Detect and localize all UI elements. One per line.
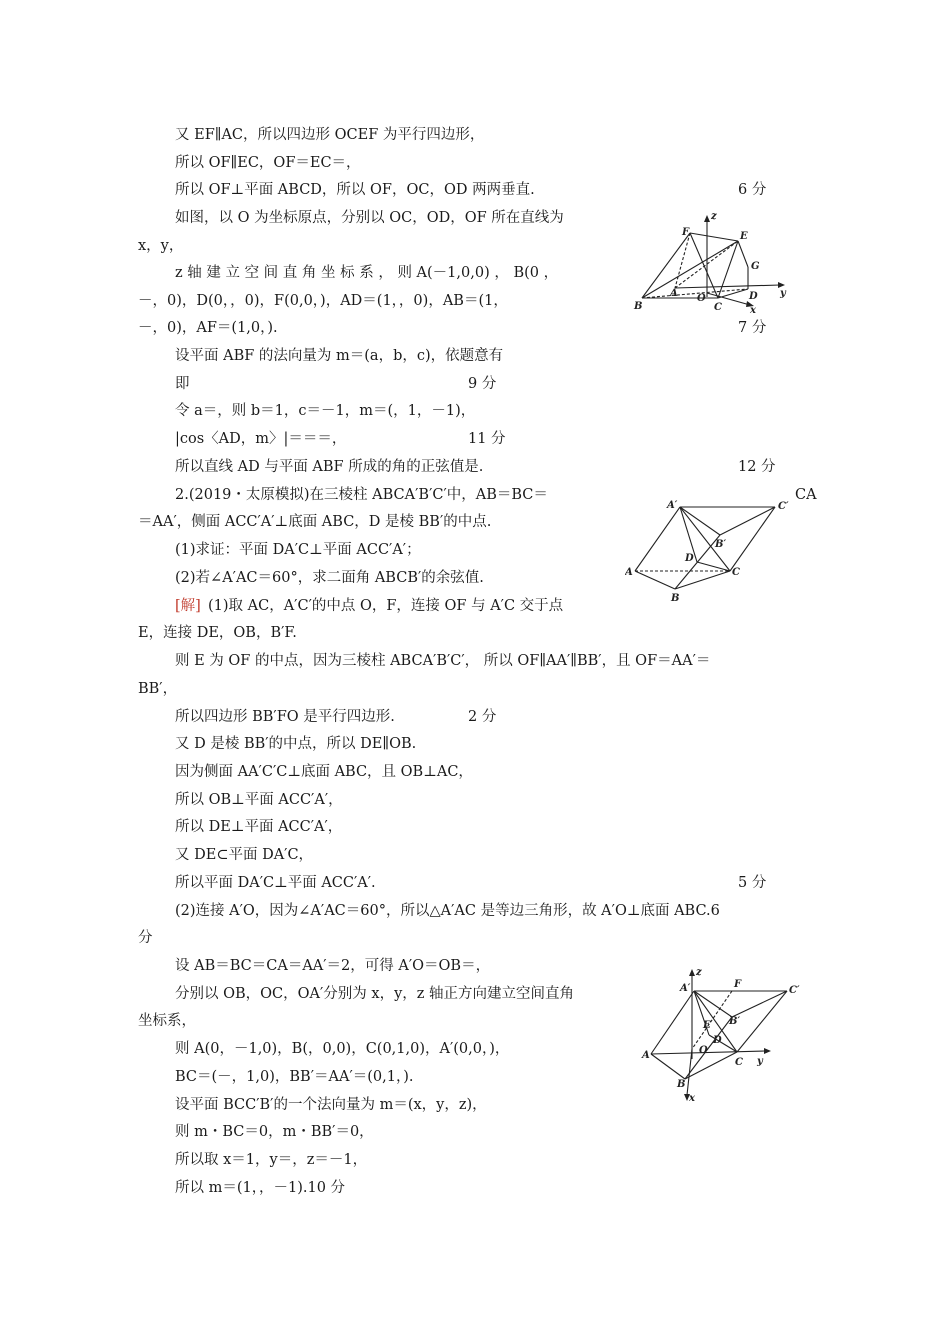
y-axis bbox=[651, 1051, 765, 1054]
problem-heading: 2.(2019・太原模拟)在三棱柱 ABCA′B′C′中，AB＝BC＝ bbox=[175, 487, 548, 503]
label-y: y bbox=[780, 288, 786, 299]
score-mark: 5 分 bbox=[738, 875, 767, 891]
text-line: －，0)，D(0，，0)，F(0,0，)，AD＝(1，，0)，AB＝(1， bbox=[138, 293, 508, 309]
label-A: A bbox=[670, 288, 678, 299]
label-D: D bbox=[713, 1035, 722, 1046]
label-E: E bbox=[740, 231, 748, 242]
text-line: 又 DE⊂平面 DA′C， bbox=[175, 847, 314, 863]
edge-FA bbox=[675, 233, 690, 288]
text-line: 则 E 为 OF 的中点，因为三棱柱 ABCA′B′C′， 所以 OF∥AA′∥BB′，且 OF＝AA′＝ bbox=[175, 653, 711, 669]
score-mark: 12 分 bbox=[738, 459, 776, 475]
prism-axes-figure bbox=[637, 965, 827, 1105]
prism-figure bbox=[625, 495, 800, 605]
edge-FC bbox=[690, 233, 718, 298]
text-line: 所以四边形 BB′FO 是平行四边形. bbox=[175, 709, 395, 725]
label-x: x bbox=[750, 305, 756, 315]
pyramid-figure bbox=[630, 205, 795, 315]
label-C: C bbox=[714, 302, 722, 313]
edge-AB bbox=[635, 571, 675, 589]
label-F: F bbox=[734, 979, 742, 990]
edge-A1B1 bbox=[694, 991, 732, 1017]
text-line: 设 AB＝BC＝CA＝AA′＝2，可得 A′O＝OB＝， bbox=[175, 958, 491, 974]
label-A1: A′ bbox=[667, 500, 678, 511]
text-line: E，连接 DE，OB，B′F. bbox=[138, 625, 297, 641]
z-arrowhead bbox=[689, 969, 695, 976]
label-D: D bbox=[749, 291, 758, 302]
text-line: 所以平面 DA′C⊥平面 ACC′A′. bbox=[175, 875, 376, 891]
label-G: G bbox=[751, 261, 760, 272]
score-mark: 2 分 bbox=[468, 709, 497, 725]
text-line: 分 bbox=[138, 930, 153, 946]
label-A: A bbox=[642, 1050, 650, 1061]
edge-BC bbox=[675, 571, 730, 589]
score-mark: 6 分 bbox=[738, 182, 767, 198]
label-O: O bbox=[697, 293, 706, 304]
label-x: x bbox=[689, 1093, 695, 1104]
label-C: C bbox=[735, 1057, 743, 1068]
label-B: B bbox=[671, 593, 680, 604]
label-B1: B′ bbox=[715, 539, 727, 550]
x-axis bbox=[687, 1049, 692, 1095]
edge-B1C1 bbox=[720, 507, 775, 535]
text-line: 所以直线 AD 与平面 ABF 所成的角的正弦值是. bbox=[175, 459, 484, 475]
text-line: (1)求证：平面 DA′C⊥平面 ACC′A′； bbox=[175, 542, 421, 558]
text-line: |cos〈AD，m〉|＝＝＝， bbox=[175, 431, 347, 447]
label-F: F bbox=[682, 227, 690, 238]
label-y: y bbox=[757, 1056, 763, 1067]
edge-EC bbox=[718, 241, 738, 298]
text-line: 所以 OF∥EC，OF＝EC＝， bbox=[175, 155, 361, 171]
text-line: 所以 OB⊥平面 ACC′A′， bbox=[175, 792, 343, 808]
text-line: 因为侧面 AA′C′C⊥底面 ABC，且 OB⊥AC， bbox=[175, 764, 473, 780]
text-line: 设平面 ABF 的法向量为 m＝(a，b，c)，依题意有 bbox=[175, 348, 504, 364]
text-line: z 轴 建 立 空 间 直 角 坐 标 系 ， 则 A(－1,0,0) ， B(0 ， bbox=[175, 265, 559, 281]
score-mark: 11 分 bbox=[468, 431, 506, 447]
label-O: O bbox=[699, 1045, 708, 1056]
text-line: 令 a＝，则 b＝1，c＝－1，m＝(，1，－1)， bbox=[175, 403, 476, 419]
edge-DC bbox=[697, 562, 730, 571]
text-line: －，0)，AF＝(1,0，). bbox=[138, 320, 278, 336]
text-line: 又 EF∥AC，所以四边形 OCEF 为平行四边形， bbox=[175, 127, 485, 143]
label-C: C bbox=[732, 567, 740, 578]
edge-AA1 bbox=[635, 507, 680, 571]
score-mark: 9 分 bbox=[468, 376, 497, 392]
text-line: 所以 DE⊥平面 ACC′A′， bbox=[175, 819, 343, 835]
label-A1: A′ bbox=[680, 983, 691, 994]
text-line: 坐标系， bbox=[138, 1013, 196, 1029]
text-line: 则 A(0，－1,0)，B(，0,0)，C(0,1,0)，A′(0,0，)， bbox=[175, 1041, 510, 1057]
label-B: B bbox=[677, 1079, 686, 1090]
edge-B1C1 bbox=[732, 991, 787, 1017]
text-line: (2)连接 A′O，因为∠A′AC＝60°，所以△A′AC 是等边三角形，故 A′O⊥底面 ABC.6 bbox=[175, 903, 720, 919]
text-line: (1)取 AC，A′C′的中点 O，F，连接 OF 与 A′C 交于点 bbox=[208, 598, 564, 614]
label-z: z bbox=[711, 211, 717, 222]
y-axis bbox=[675, 285, 780, 288]
label-C1: C′ bbox=[789, 985, 800, 996]
text-line: 则 m・BC＝0，m・BB′＝0， bbox=[175, 1124, 374, 1140]
edge-A1B1 bbox=[680, 507, 720, 535]
text-line: 所以 m＝(1，，－1).10 分 bbox=[175, 1180, 346, 1196]
text-line: x，y， bbox=[138, 238, 184, 254]
edge-CC1 bbox=[737, 991, 787, 1052]
edge-CC1 bbox=[730, 507, 775, 571]
edge-FE bbox=[690, 233, 738, 241]
label-D: D bbox=[685, 553, 694, 564]
label-z: z bbox=[696, 967, 702, 978]
edge-BC bbox=[685, 1052, 737, 1079]
solution-marker: [解] bbox=[175, 598, 201, 614]
text-line: 所以 OF⊥平面 ABCD，所以 OF，OC，OD 两两垂直. bbox=[175, 182, 535, 198]
label-E: E bbox=[703, 1020, 711, 1031]
text-line: BC＝(－，1,0)，BB′＝AA′＝(0,1，). bbox=[175, 1069, 414, 1085]
score-mark: 7 分 bbox=[738, 320, 767, 336]
edge-AA1 bbox=[651, 991, 694, 1054]
text-line: 如图，以 O 为坐标原点，分别以 OC，OD，OF 所在直线为 bbox=[175, 210, 564, 226]
z-arrowhead bbox=[704, 215, 710, 222]
y-arrowhead bbox=[764, 1048, 771, 1054]
text-line: CA bbox=[795, 487, 817, 503]
text-line: 又 D 是棱 BB′的中点，所以 DE∥OB. bbox=[175, 736, 417, 752]
label-B1: B′ bbox=[729, 1016, 741, 1027]
label-C1: C′ bbox=[778, 501, 789, 512]
edge-FO bbox=[692, 991, 732, 1049]
text-line: (2)若∠A′AC＝60°，求二面角 ABCB′的余弦值. bbox=[175, 570, 484, 586]
text-line: 分别以 OB，OC，OA′分别为 x，y，z 轴正方向建立空间直角 bbox=[175, 986, 575, 1002]
label-B: B bbox=[634, 301, 643, 312]
text-line: 即 bbox=[175, 376, 190, 392]
edge-EG bbox=[738, 241, 748, 267]
edge-BE bbox=[642, 241, 738, 298]
edge-AB bbox=[651, 1054, 685, 1079]
text-line: 所以取 x＝1，y＝，z＝－1， bbox=[175, 1152, 368, 1168]
text-line: BB′， bbox=[138, 681, 178, 697]
text-line: ＝AA′，侧面 ACC′A′⊥底面 ABC，D 是棱 BB′的中点. bbox=[138, 514, 492, 530]
text-line: 设平面 BCC′B′的一个法向量为 m＝(x，y，z)， bbox=[175, 1097, 487, 1113]
label-A: A bbox=[625, 567, 633, 578]
